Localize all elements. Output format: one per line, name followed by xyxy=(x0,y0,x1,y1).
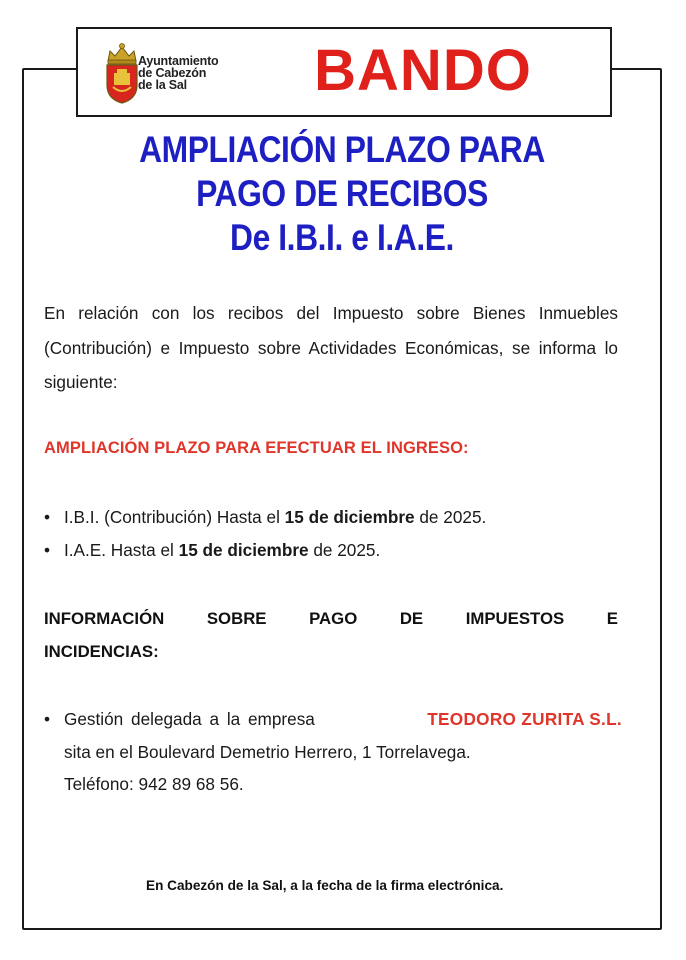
header-box xyxy=(76,27,612,117)
list-item xyxy=(44,501,644,534)
company-name: TEODORO ZURITA S.L. xyxy=(427,709,622,729)
deadline-text: I.B.I. (Contribución) Hasta el xyxy=(64,507,285,527)
headline-line-2: PAGO DE RECIBOS xyxy=(196,173,488,214)
company-address: sita en el Boulevard Demetrio Herrero, 1 Torrelavega. xyxy=(64,741,471,762)
list-item xyxy=(44,703,622,801)
deadline-list xyxy=(44,501,644,566)
heading-word: SOBRE xyxy=(206,609,267,628)
organization-name xyxy=(138,55,218,91)
bullet-icon: • xyxy=(44,709,51,729)
headline xyxy=(67,128,617,260)
org-name-line-1: Ayuntamiento xyxy=(138,54,219,68)
document-type-title: BANDO xyxy=(314,38,532,103)
bullet-icon: • xyxy=(44,507,51,527)
deadline-date: 15 de diciembre xyxy=(178,539,309,560)
list-item xyxy=(44,534,644,567)
deadline-year: de 2025. xyxy=(308,539,381,560)
heading-word: INFORMACIÓN xyxy=(44,609,165,628)
gestion-prefix: Gestión delegada a la empresa xyxy=(64,709,315,729)
info-heading-line-1 xyxy=(44,602,618,635)
deadline-year: de 2025. xyxy=(414,507,487,527)
deadline-text: I.A.E. Hasta el xyxy=(64,539,179,560)
gestion-list xyxy=(44,703,622,801)
deadline-heading: AMPLIACIÓN PLAZO PARA EFECTUAR EL INGRESO: xyxy=(44,439,469,457)
headline-line-3: De I.B.I. e I.A.E. xyxy=(230,217,454,258)
heading-word: E xyxy=(606,609,618,628)
heading-word: PAGO xyxy=(309,609,358,628)
heading-word: IMPUESTOS xyxy=(465,609,565,628)
company-phone: Teléfono: 942 89 68 56. xyxy=(64,774,244,794)
gestion-line-1 xyxy=(64,703,622,736)
info-heading xyxy=(44,602,618,668)
signoff-line: En Cabezón de la Sal, a la fecha de la firma electrónica. xyxy=(146,878,504,893)
bullet-icon: • xyxy=(44,539,51,560)
intro-paragraph: En relación con los recibos del Impuesto sobre Bienes Inmuebles (Contribución) e Impuesto sobre Actividades Económicas, se informa lo siguiente: xyxy=(44,303,618,392)
org-name-line-3: de la Sal xyxy=(138,78,187,92)
info-heading-line-2: INCIDENCIAS: xyxy=(44,642,159,661)
deadline-date: 15 de diciembre xyxy=(284,507,415,527)
headline-line-1: AMPLIACIÓN PLAZO PARA xyxy=(139,129,545,170)
org-name-line-2: de Cabezón xyxy=(138,66,207,80)
coat-of-arms-logo xyxy=(102,39,142,105)
heading-word: DE xyxy=(399,609,424,628)
